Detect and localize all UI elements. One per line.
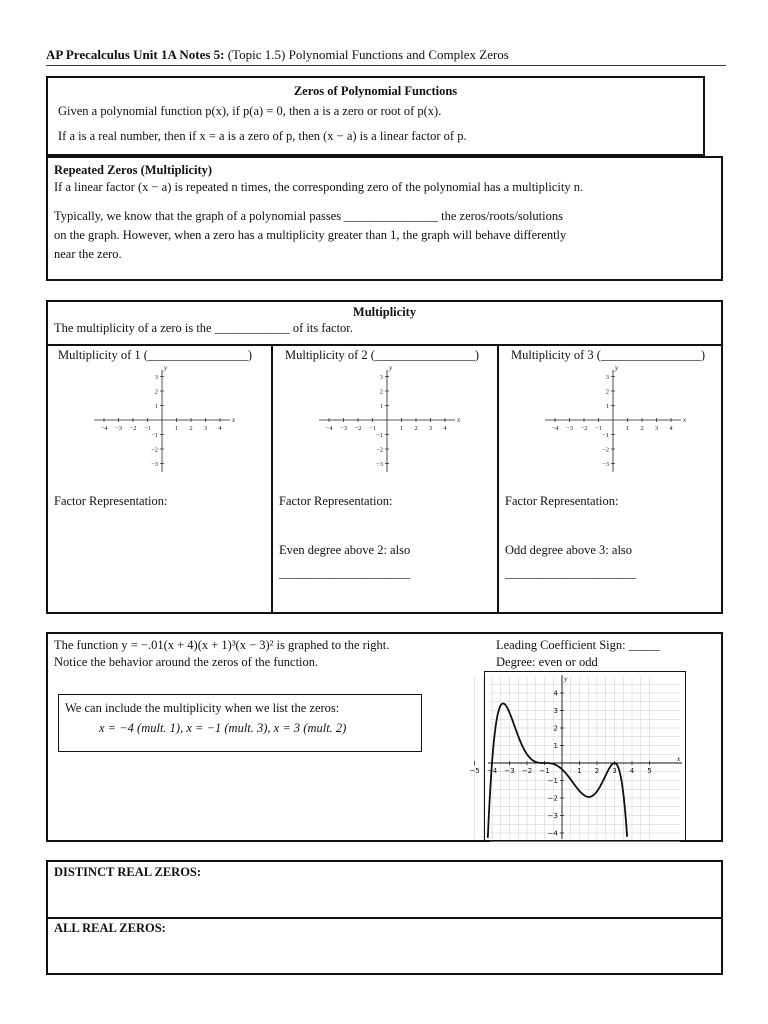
mult3-extra: Odd degree above 3: also [505,543,633,557]
function-line2: Notice the behavior around the zeros of the function. [54,655,319,669]
y-tick-label: 4 [553,689,558,698]
answer-divider [48,917,721,919]
x-tick-label: −3 [115,425,122,432]
y-tick-label: −3 [376,461,383,468]
repeated-para3: near the zero. [54,247,122,261]
x-tick-label: 2 [640,425,644,432]
x-tick-label: −2 [521,767,533,775]
x-tick-label: 4 [443,425,447,432]
y-tick-label: 3 [605,374,609,381]
x-tick-label: −2 [580,425,588,432]
x-tick-label: 3 [654,425,659,432]
y-tick-label: −2 [547,794,558,803]
mult2-blank: _____________________ [279,566,411,580]
x-tick-label: −2 [354,425,362,432]
y-axis-label: y [615,364,619,372]
x-tick-label: −1 [369,425,376,432]
mult1-cell [48,346,271,614]
mult2-title: Multiplicity of 2 (________________) [285,348,480,362]
y-tick-label: 3 [379,374,383,381]
x-tick-label: −4 [100,425,108,432]
x-tick-label: −1 [595,425,602,432]
y-tick-label: 3 [154,374,158,381]
x-tick-label: −3 [504,767,515,775]
y-tick-label: −3 [151,461,158,468]
x-tick-label: 5 [647,767,652,775]
x-tick-label: 1 [174,425,179,432]
zeros-title: Zeros of Polynomial Functions [293,84,458,98]
y-tick-label: −2 [602,446,609,454]
header-unit: AP Precalculus Unit 1A Notes 5 [46,47,221,62]
x-tick-label: −4 [551,425,559,432]
x-tick-label: −4 [325,425,333,432]
mult2-extra: Even degree above 2: also [279,543,411,557]
y-tick-label: 2 [605,388,609,396]
multiplicity-subtitle: The multiplicity of a zero is the ____________ of its factor. [54,321,353,335]
x-tick-label: −1 [144,425,151,432]
y-tick-label: 1 [605,403,609,410]
zeros-list-line2: x = −4 (mult. 1), x = −1 (mult. 3), x = 3 (mult. 2) [99,721,347,735]
zeros-answer-box [46,860,723,975]
function-box [46,632,723,842]
mult1-title: Multiplicity of 1 (________________) [58,348,253,362]
y-tick-label: 1 [154,403,158,410]
x-tick-label: 1 [399,425,404,432]
distinct-zeros-label: DISTINCT REAL ZEROS: [54,865,202,879]
y-tick-label: −3 [602,461,609,468]
x-tick-label: 2 [594,767,600,775]
mult2-axes [313,364,461,476]
mult1-axes [88,364,236,476]
zeros-line1: Given a polynomial function p(x), if p(a) = 0, then a is a zero or root of p(x). [58,104,442,118]
y-tick-label: 1 [379,403,383,410]
x-tick-label: −1 [539,767,550,775]
mult3-cell [497,346,721,614]
zeros-line2: If a is a real number, then if x = a is a zero of p, then (x − a) is a linear factor of p. [58,129,467,143]
x-axis-label: x [683,416,687,424]
x-tick-label: 1 [625,425,630,432]
repeated-zeros-box [46,156,723,281]
x-tick-label: 2 [414,425,418,432]
repeated-para2: on the graph. However, when a zero has a multiplicity greater than 1, the graph will behave differently [54,228,567,242]
mult3-factor-label: Factor Representation: [505,494,619,508]
multiplicity-title: Multiplicity [352,305,417,319]
y-tick-label: −2 [151,446,158,454]
y-axis-label: y [389,364,393,372]
header-topic: (Topic 1.5) Polynomial Functions and Complex Zeros [227,47,509,62]
function-graph [469,671,686,841]
zeros-list-line1: We can include the multiplicity when we list the zeros: [65,701,340,715]
y-tick-label: −1 [547,777,558,785]
x-axis-label: x [232,416,236,424]
mult2-factor-label: Factor Representation: [279,494,393,508]
repeated-title: Repeated Zeros (Multiplicity) [54,163,213,177]
x-tick-label: 1 [577,767,582,775]
y-tick-label: 2 [379,388,383,396]
y-tick-label: −3 [547,812,558,820]
degree-label: Degree: even or odd [496,655,598,669]
mult1-factor-label: Factor Representation: [54,494,168,508]
multiplicity-box [46,300,723,614]
y-tick-label: −2 [376,446,383,454]
x-tick-label: −3 [566,425,573,432]
mult2-cell [271,346,497,614]
x-tick-label: −3 [340,425,347,432]
x-tick-label: −4 [486,767,498,775]
repeated-para1: Typically, we know that the graph of a polynomial passes _______________ the zeros/roots/solutions [54,209,563,223]
y-tick-label: 1 [553,742,558,750]
x-tick-label: −5 [469,767,480,775]
mult1-axes-lines [94,364,236,472]
mult3-axes [539,364,687,476]
y-tick-label: 2 [553,724,558,733]
x-tick-label: −2 [129,425,137,432]
x-tick-label: 2 [189,425,193,432]
page-header: AP Precalculus Unit 1A Notes 5: (Topic 1.5) Polynomial Functions and Complex Zeros [46,47,509,62]
function-line1: The function y = −.01(x + 4)(x + 1)³(x − 3)² is graphed to the right. [54,638,390,652]
y-tick-label: −1 [376,432,383,439]
leading-coef: Leading Coefficient Sign: _____ [496,638,660,652]
y-tick-label: −1 [602,432,609,439]
graph-frame [485,672,686,841]
zeros-box [46,76,705,156]
x-tick-label: 4 [669,425,673,432]
mult3-title: Multiplicity of 3 (________________) [511,348,706,362]
x-tick-label: 4 [218,425,222,432]
header-rule [46,65,726,66]
x-tick-label: 4 [629,767,635,775]
x-axis-label: x [457,416,461,424]
x-axis-label: x [677,754,681,763]
zeros-list-box [58,694,422,752]
y-axis-label: y [164,364,168,372]
y-axis-label: y [564,674,568,683]
x-tick-label: 3 [612,767,617,775]
y-tick-label: 2 [154,388,158,396]
x-tick-label: 3 [428,425,433,432]
y-tick-label: 3 [553,707,558,715]
mult3-blank: _____________________ [505,566,637,580]
repeated-line1: If a linear factor (x − a) is repeated n times, the corresponding zero of the polynomial has a multiplicity n. [54,180,584,194]
x-tick-label: 3 [203,425,208,432]
all-zeros-label: ALL REAL ZEROS: [54,921,166,935]
y-tick-label: −1 [151,432,158,439]
y-tick-label: −4 [547,829,558,838]
